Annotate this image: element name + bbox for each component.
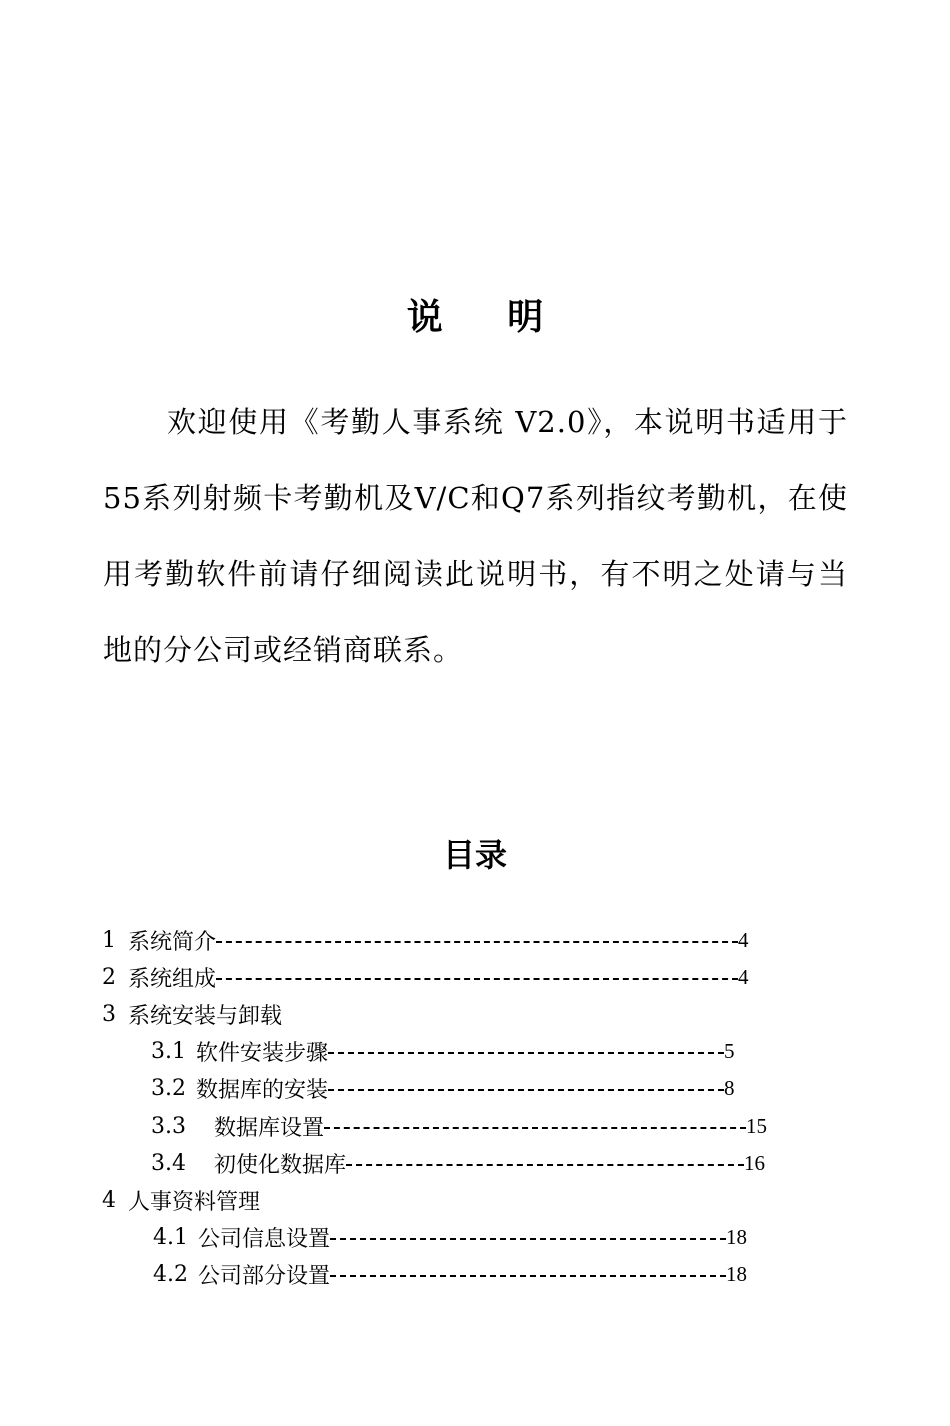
toc-number: 3.2 <box>151 1075 186 1101</box>
toc-text: 数据库的安装 <box>196 1077 329 1103</box>
toc-number: 2 <box>102 964 116 990</box>
toc-number: 1 <box>102 927 116 953</box>
toc-text: 系统组成 <box>128 966 217 992</box>
toc-page-number: 16 <box>744 1150 766 1175</box>
toc-item-3-2[interactable] <box>151 1070 735 1106</box>
toc-item-4-2[interactable] <box>153 1256 747 1292</box>
toc-text: 公司信息设置 <box>198 1226 331 1252</box>
toc-page-number: 15 <box>746 1113 768 1138</box>
toc-number: 3.3 <box>151 1113 186 1139</box>
toc-number: 3.1 <box>151 1038 186 1064</box>
toc-text: 软件安装步骤 <box>196 1040 329 1066</box>
intro-paragraph: 欢迎使用《考勤人事系统 V2.0》，本说明书适用于55系列射频卡考勤机及V/C和Q7系列指纹考勤机，在使用考勤软件前请仔细阅读此说明书，有不明之处请与当地的分公司或经销商联系。 <box>103 405 848 667</box>
toc-page-number: 18 <box>726 1224 748 1249</box>
toc-item-4[interactable] <box>102 1182 260 1218</box>
toc-item-3-4[interactable] <box>151 1145 765 1181</box>
toc-item-3-1[interactable] <box>151 1033 735 1069</box>
toc-item-1[interactable] <box>102 922 749 958</box>
toc-number: 4.2 <box>153 1261 188 1287</box>
page-title: 说 明 <box>406 296 570 338</box>
toc-page-number: 4 <box>738 964 749 989</box>
toc-leader <box>328 1052 724 1054</box>
toc-title: 目录 <box>442 836 507 874</box>
toc-leader <box>216 978 738 980</box>
toc-text: 数据库设置 <box>214 1115 325 1141</box>
toc-text: 人事资料管理 <box>128 1189 261 1215</box>
toc-leader <box>216 941 738 943</box>
toc-item-2[interactable] <box>102 959 749 995</box>
toc-item-3[interactable] <box>102 996 282 1032</box>
toc-item-3-3[interactable] <box>151 1108 767 1144</box>
toc-number: 3 <box>102 1001 116 1027</box>
toc-text: 系统安装与卸载 <box>128 1003 283 1029</box>
toc-number: 4 <box>102 1187 116 1213</box>
toc-leader <box>346 1164 744 1166</box>
toc-number: 4.1 <box>153 1224 188 1250</box>
toc-page-number: 18 <box>726 1261 748 1286</box>
toc-text: 公司部分设置 <box>198 1263 331 1289</box>
toc-page-number: 8 <box>724 1075 735 1100</box>
toc-leader <box>328 1089 724 1091</box>
toc-text: 系统简介 <box>128 929 217 955</box>
toc-leader <box>330 1238 726 1240</box>
toc-leader <box>324 1127 746 1129</box>
toc-number: 3.4 <box>151 1150 186 1176</box>
toc-page-number: 5 <box>724 1038 735 1063</box>
toc-leader <box>330 1275 726 1277</box>
toc-item-4-1[interactable] <box>153 1219 747 1255</box>
toc-text: 初使化数据库 <box>214 1152 347 1178</box>
toc-page-number: 4 <box>738 927 749 952</box>
